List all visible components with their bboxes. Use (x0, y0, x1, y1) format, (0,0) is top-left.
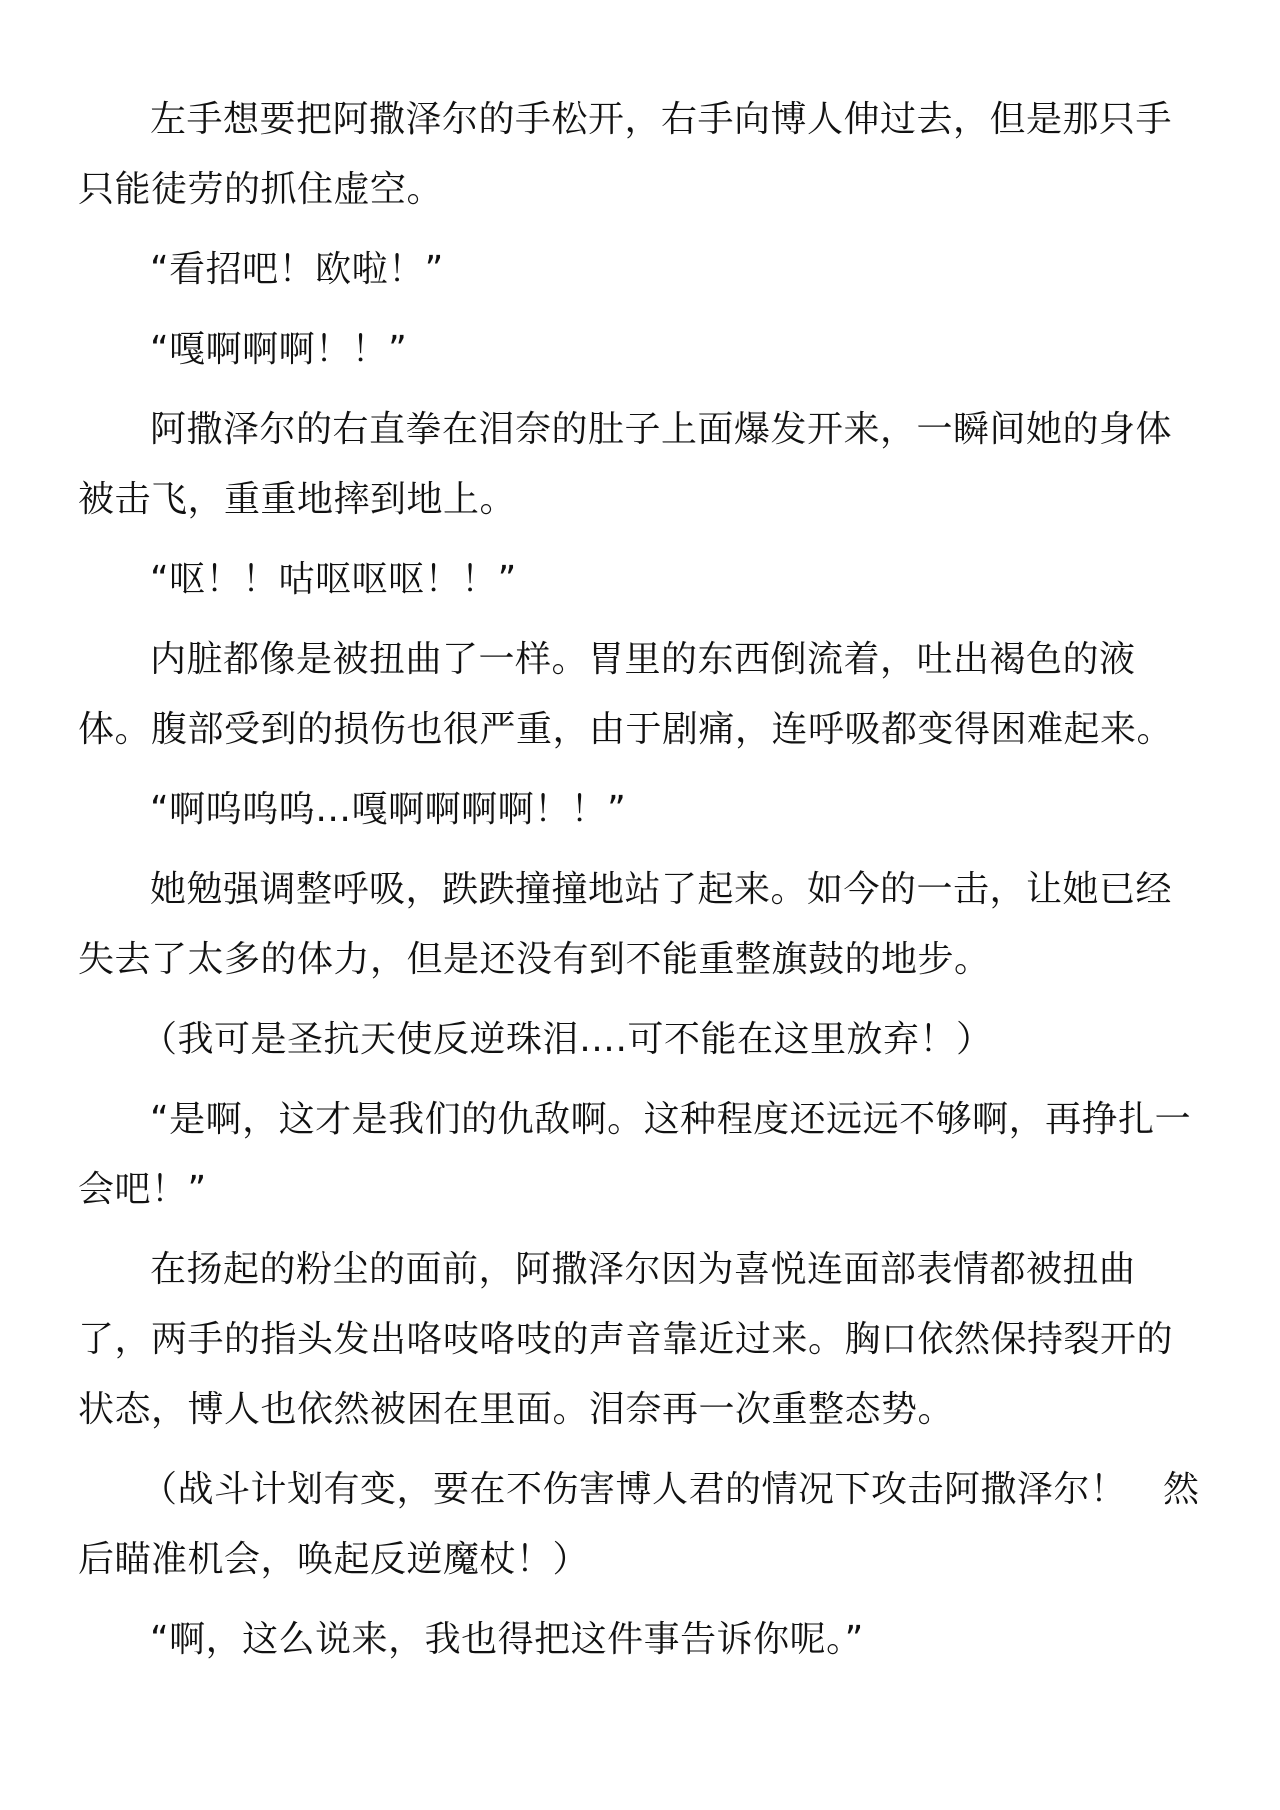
paragraph-2: “看招吧！欧啦！” (150, 249, 444, 290)
paragraph-6: 内脏都像是被扭曲了一样。胃里的东西倒流着，吐出褐色的液体。腹部受到的损伤也很严重，由于剧痛，连呼吸都变得困难起来。 (78, 639, 1174, 750)
paragraph-5: “呕！！咕呕呕呕！！” (150, 559, 517, 600)
paragraph-11: 在扬起的粉尘的面前，阿撒泽尔因为喜悦连面部表情都被扭曲了，两手的指头发出咯吱咯吱的声音靠近过来。胸口依然保持裂开的状态，博人也依然被困在里面。泪奈再一次重整态势。 (78, 1249, 1174, 1430)
paragraph-8: 她勉强调整呼吸，跌跌撞撞地站了起来。如今的一击，让她已经失去了太多的体力，但是还没有到不能重整旗鼓的地步。 (78, 869, 1173, 980)
paragraph-4: 阿撒泽尔的右直拳在泪奈的肚子上面爆发开来，一瞬间她的身体被击飞，重重地摔到地上。 (78, 409, 1173, 520)
paragraph-12: （战斗计划有变，要在不伤害博人君的情况下攻击阿撒泽尔！ 然后瞄准机会，唤起反逆魔杖！） (78, 1469, 1200, 1580)
paragraph-9: （我可是圣抗天使反逆珠泪….可不能在这里放弃！） (141, 1019, 993, 1060)
paragraph-10: “是啊，这才是我们的仇敌啊。这种程度还远远不够啊，再挣扎一会吧！” (78, 1099, 1192, 1210)
paragraph-13: “啊，这么说来，我也得把这件事告诉你呢。” (150, 1619, 864, 1660)
document-body (78, 85, 1202, 1685)
paragraph-3: “嘎啊啊啊！！” (150, 329, 408, 370)
paragraph-1: 左手想要把阿撒泽尔的手松开，右手向博人伸过去，但是那只手只能徒劳的抓住虚空。 (78, 99, 1173, 210)
paragraph-7: “啊呜呜呜…嘎啊啊啊啊！！” (150, 789, 627, 830)
